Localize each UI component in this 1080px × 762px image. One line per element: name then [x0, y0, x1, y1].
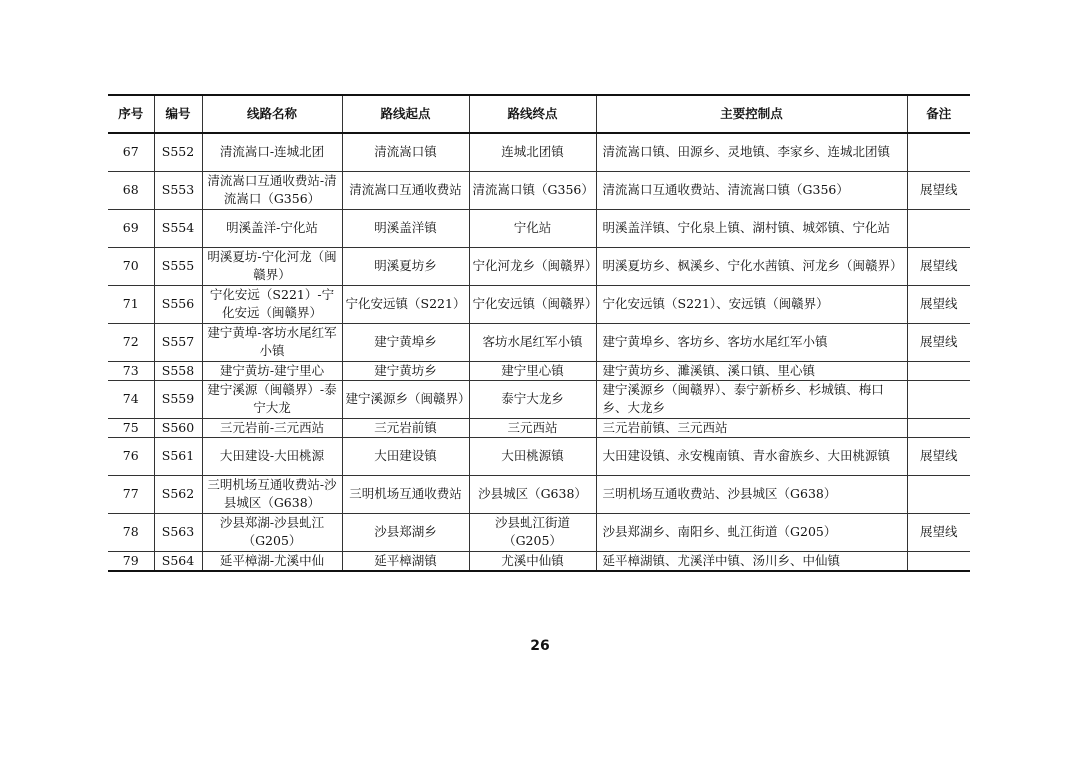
cell-control-points: 明溪盖洋镇、宁化泉上镇、湖村镇、城郊镇、宁化站	[596, 209, 907, 247]
cell-end: 宁化站	[469, 209, 596, 247]
cell-index: 67	[108, 133, 154, 171]
cell-end: 三元西站	[469, 418, 596, 437]
cell-index: 76	[108, 437, 154, 475]
header-control-points: 主要控制点	[596, 95, 907, 133]
cell-route-name: 三明机场互通收费站-沙县城区（G638）	[202, 475, 342, 513]
cell-note	[907, 380, 970, 418]
cell-control-points: 大田建设镇、永安槐南镇、青水畲族乡、大田桃源镇	[596, 437, 907, 475]
cell-start: 建宁黄坊乡	[342, 361, 469, 380]
cell-start: 明溪盖洋镇	[342, 209, 469, 247]
cell-note: 展望线	[907, 437, 970, 475]
cell-route-name: 沙县郑湖-沙县虬江（G205）	[202, 513, 342, 551]
cell-code: S557	[154, 323, 202, 361]
cell-end: 沙县城区（G638）	[469, 475, 596, 513]
cell-code: S558	[154, 361, 202, 380]
cell-control-points: 三明机场互通收费站、沙县城区（G638）	[596, 475, 907, 513]
cell-route-name: 建宁黄坊-建宁里心	[202, 361, 342, 380]
header-end: 路线终点	[469, 95, 596, 133]
cell-control-points: 建宁黄埠乡、客坊乡、客坊水尾红军小镇	[596, 323, 907, 361]
cell-start: 三元岩前镇	[342, 418, 469, 437]
cell-note: 展望线	[907, 513, 970, 551]
header-start: 路线起点	[342, 95, 469, 133]
cell-end: 泰宁大龙乡	[469, 380, 596, 418]
table-row	[108, 475, 970, 513]
table-row	[108, 437, 970, 475]
cell-code: S562	[154, 475, 202, 513]
cell-code: S554	[154, 209, 202, 247]
header-index: 序号	[108, 95, 154, 133]
cell-control-points: 延平樟湖镇、尤溪洋中镇、汤川乡、中仙镇	[596, 551, 907, 571]
table-row	[108, 247, 970, 285]
cell-index: 68	[108, 171, 154, 209]
cell-start: 清流嵩口互通收费站	[342, 171, 469, 209]
cell-end: 建宁里心镇	[469, 361, 596, 380]
cell-code: S564	[154, 551, 202, 571]
cell-note: 展望线	[907, 171, 970, 209]
cell-note	[907, 475, 970, 513]
cell-end: 宁化河龙乡（闽赣界）	[469, 247, 596, 285]
table-row	[108, 171, 970, 209]
table-header-row	[108, 95, 970, 133]
cell-control-points: 建宁溪源乡（闽赣界）、泰宁新桥乡、杉城镇、梅口乡、大龙乡	[596, 380, 907, 418]
road-table	[108, 94, 970, 572]
table-row	[108, 380, 970, 418]
cell-code: S561	[154, 437, 202, 475]
cell-code: S556	[154, 285, 202, 323]
cell-note: 展望线	[907, 285, 970, 323]
cell-end: 清流嵩口镇（G356）	[469, 171, 596, 209]
cell-note	[907, 418, 970, 437]
cell-index: 72	[108, 323, 154, 361]
cell-end: 沙县虬江街道（G205）	[469, 513, 596, 551]
table-row	[108, 361, 970, 380]
cell-control-points: 清流嵩口镇、田源乡、灵地镇、李家乡、连城北团镇	[596, 133, 907, 171]
cell-index: 79	[108, 551, 154, 571]
cell-start: 三明机场互通收费站	[342, 475, 469, 513]
cell-end: 宁化安远镇（闽赣界）	[469, 285, 596, 323]
cell-code: S555	[154, 247, 202, 285]
cell-note: 展望线	[907, 323, 970, 361]
cell-control-points: 清流嵩口互通收费站、清流嵩口镇（G356）	[596, 171, 907, 209]
cell-code: S553	[154, 171, 202, 209]
cell-code: S560	[154, 418, 202, 437]
cell-index: 69	[108, 209, 154, 247]
cell-note	[907, 551, 970, 571]
cell-route-name: 宁化安远（S221）-宁化安远（闽赣界）	[202, 285, 342, 323]
page-number: 26	[530, 638, 550, 654]
table-row	[108, 551, 970, 571]
cell-index: 77	[108, 475, 154, 513]
header-code: 编号	[154, 95, 202, 133]
cell-start: 大田建设镇	[342, 437, 469, 475]
cell-code: S563	[154, 513, 202, 551]
cell-end: 大田桃源镇	[469, 437, 596, 475]
cell-route-name: 明溪盖洋-宁化站	[202, 209, 342, 247]
table-row	[108, 133, 970, 171]
header-route-name: 线路名称	[202, 95, 342, 133]
cell-end: 连城北团镇	[469, 133, 596, 171]
cell-route-name: 建宁溪源（闽赣界）-泰宁大龙	[202, 380, 342, 418]
header-note: 备注	[907, 95, 970, 133]
cell-start: 延平樟湖镇	[342, 551, 469, 571]
cell-route-name: 三元岩前-三元西站	[202, 418, 342, 437]
table-row	[108, 285, 970, 323]
cell-start: 建宁溪源乡（闽赣界）	[342, 380, 469, 418]
cell-control-points: 建宁黄坊乡、濉溪镇、溪口镇、里心镇	[596, 361, 907, 380]
cell-start: 宁化安远镇（S221）	[342, 285, 469, 323]
cell-route-name: 建宁黄埠-客坊水尾红军小镇	[202, 323, 342, 361]
cell-route-name: 大田建设-大田桃源	[202, 437, 342, 475]
cell-route-name: 清流嵩口-连城北团	[202, 133, 342, 171]
cell-code: S552	[154, 133, 202, 171]
cell-end: 客坊水尾红军小镇	[469, 323, 596, 361]
cell-end: 尤溪中仙镇	[469, 551, 596, 571]
cell-note: 展望线	[907, 247, 970, 285]
cell-control-points: 明溪夏坊乡、枫溪乡、宁化水茜镇、河龙乡（闽赣界）	[596, 247, 907, 285]
table-row	[108, 323, 970, 361]
table-body	[108, 133, 970, 571]
cell-note	[907, 209, 970, 247]
table-row	[108, 418, 970, 437]
cell-index: 74	[108, 380, 154, 418]
cell-index: 71	[108, 285, 154, 323]
cell-control-points: 宁化安远镇（S221）、安远镇（闽赣界）	[596, 285, 907, 323]
cell-code: S559	[154, 380, 202, 418]
cell-start: 清流嵩口镇	[342, 133, 469, 171]
cell-start: 明溪夏坊乡	[342, 247, 469, 285]
table-row	[108, 513, 970, 551]
cell-route-name: 延平樟湖-尤溪中仙	[202, 551, 342, 571]
table-row	[108, 209, 970, 247]
cell-index: 78	[108, 513, 154, 551]
cell-control-points: 沙县郑湖乡、南阳乡、虬江街道（G205）	[596, 513, 907, 551]
cell-start: 建宁黄埠乡	[342, 323, 469, 361]
cell-note	[907, 133, 970, 171]
cell-index: 70	[108, 247, 154, 285]
cell-index: 75	[108, 418, 154, 437]
cell-index: 73	[108, 361, 154, 380]
cell-route-name: 明溪夏坊-宁化河龙（闽赣界）	[202, 247, 342, 285]
cell-route-name: 清流嵩口互通收费站-清流嵩口（G356）	[202, 171, 342, 209]
cell-note	[907, 361, 970, 380]
cell-start: 沙县郑湖乡	[342, 513, 469, 551]
cell-control-points: 三元岩前镇、三元西站	[596, 418, 907, 437]
